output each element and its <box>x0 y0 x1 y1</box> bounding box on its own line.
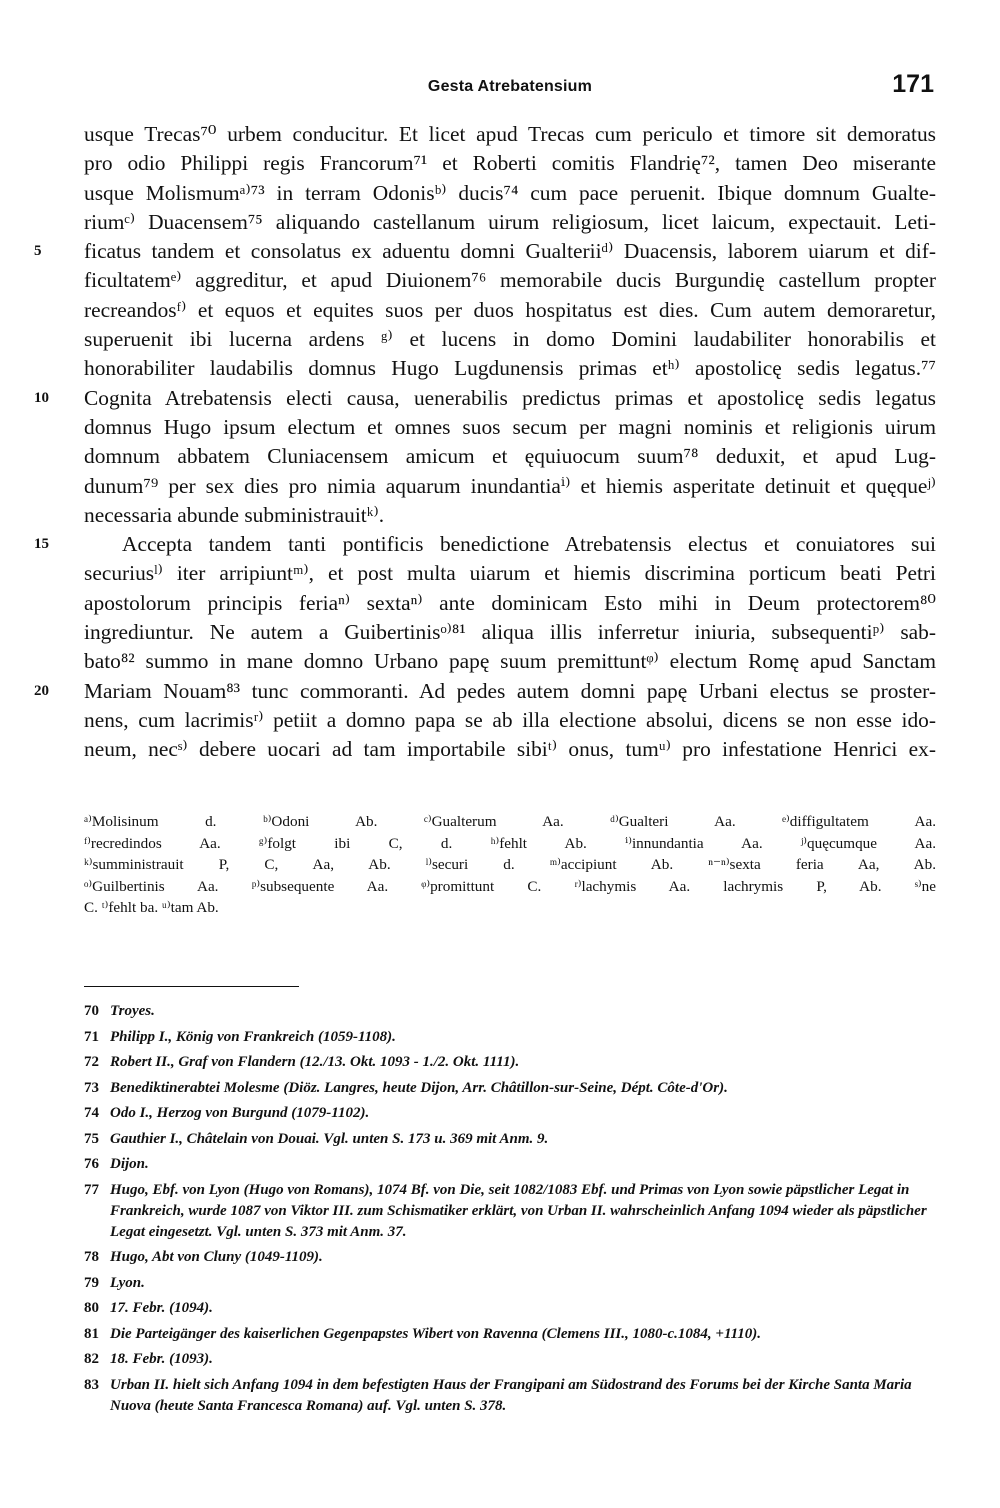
footnote <box>84 1103 936 1124</box>
line-text: necessaria abunde subministrauitᵏ⁾. <box>84 502 385 527</box>
line-number: 5 <box>34 243 42 260</box>
footnote-number: 75 <box>84 1130 99 1147</box>
line-text: nens, cum lacrimisʳ⁾ petiit a domno papa se ab illa electione absolui, dicens se non esse ido- <box>84 707 936 732</box>
footnote-text: 18. Febr. (1093). <box>110 1351 213 1368</box>
footnote-text: Urban II. hielt sich Anfang 1094 in dem befestigten Haus der Frangipani am Südostrand des Forums bei der Kirche Santa Maria Nuova (heute Santa Francesca Romana) auf. Vgl. unten S. 378. <box>110 1376 912 1415</box>
footnote <box>84 1298 936 1319</box>
footnote-text: 17. Febr. (1094). <box>110 1300 213 1317</box>
footnote <box>84 1324 936 1345</box>
text-line <box>84 472 936 501</box>
footnote-number: 76 <box>84 1156 99 1172</box>
line-text: superuenit ibi lucerna ardens ᵍ⁾ et lucens in domo Domini laudabiliter honorabilis et <box>84 327 936 352</box>
line-text: bato⁸² summo in mane domno Urbano papę suum premittuntᵠ⁾ electum Romę apud Sanctam <box>84 649 936 674</box>
footnote-number: 83 <box>84 1376 99 1393</box>
text-line <box>84 149 936 178</box>
footnote <box>84 1027 936 1048</box>
text-line <box>84 618 936 647</box>
text-line <box>84 706 936 735</box>
apparatus-line: ᶠ⁾recredindos Aa. ᵍ⁾folgt ibi C, d. ʰ⁾fehlt Ab. ⁱ⁾innundantia Aa. ʲ⁾quęcumque Aa. <box>84 834 936 852</box>
text-line <box>84 354 936 383</box>
footnote <box>84 1001 936 1022</box>
text-line <box>84 559 936 588</box>
main-text <box>34 120 936 765</box>
footnotes <box>84 1001 936 1422</box>
text-line <box>84 501 936 530</box>
text-line <box>84 325 936 354</box>
footnote <box>84 1375 936 1417</box>
line-text: dunum⁷⁹ per sex dies pro nimia aquarum inundantiaⁱ⁾ et hiemis asperitate detinuit et quęqueʲ⁾ <box>84 473 936 498</box>
line-text: Accepta tandem tanti pontificis benedictione Atrebatensis electus et conuiatores sui <box>122 532 936 557</box>
text-line <box>84 647 936 676</box>
footnote-number: 82 <box>84 1351 99 1368</box>
footnote-number: 74 <box>84 1105 99 1121</box>
line-text: riumᶜ⁾ Duacensem⁷⁵ aliquando castellanum uirum religiosum, licet laicum, expectauit. Leti- <box>84 209 936 234</box>
footnote-text: Gauthier I., Châtelain von Douai. Vgl. unten S. 173 u. 369 mit Anm. 9. <box>110 1130 549 1147</box>
line-text: apostolorum principis feriaⁿ⁾ sextaⁿ⁾ ante dominicam Esto mihi in Deum protectorem⁸⁰ <box>84 590 936 615</box>
line-text: neum, necˢ⁾ debere uocari ad tam importabile sibiᵗ⁾ onus, tumᵘ⁾ pro infestatione Henrici ex- <box>84 737 936 762</box>
text-line <box>84 179 936 208</box>
footnote-text: Hugo, Abt von Cluny (1049-1109). <box>110 1249 323 1266</box>
line-text: ficatus tandem et consolatus ex aduentu domni Gualteriiᵈ⁾ Duacensis, laborem uiarum et dif- <box>84 239 936 264</box>
footnote-text: Hugo, Ebf. von Lyon (Hugo von Romans), 1074 Bf. von Die, seit 1082/1083 Ebf. und Primas von Lyon sowie päpstlicher Legat in Frankreich, wurde 1087 von Viktor III. zum Schismatiker erklärt, von Urban II. wahrscheinlich Anfang 1094 wieder als päpstlicher Legat eingesetzt. Vgl. unten S. 373 mit Anm. 37. <box>110 1181 927 1240</box>
text-line <box>84 413 936 442</box>
footnote <box>84 1180 936 1244</box>
footnote <box>84 1154 936 1175</box>
apparatus-line: C. ᵗ⁾fehlt ba. ᵘ⁾tam Ab. <box>84 899 219 917</box>
footnote <box>84 1052 936 1073</box>
footnote <box>84 1247 936 1268</box>
footnote-text: Die Parteigänger des kaiserlichen Gegenpapstes Wibert von Ravenna (Clemens III., 1080-c.1084, +1110). <box>110 1325 762 1342</box>
footnote-number: 81 <box>84 1325 99 1342</box>
text-line <box>84 120 936 149</box>
footnote-text: Odo I., Herzog von Burgund (1079-1102). <box>110 1105 370 1121</box>
line-text: recreandosᶠ⁾ et equos et equites suos per duos hospitatus est dies. Cum autem demoraretur, <box>84 297 936 322</box>
footnote <box>84 1078 936 1099</box>
line-text: ingrediuntur. Ne autem a Guibertinisᵒ⁾⁸¹ aliqua illis inferretur iniuria, subsequentiᵖ⁾ sab- <box>84 620 936 645</box>
page-header <box>84 68 936 102</box>
text-line <box>84 266 936 295</box>
line-text: domnum abbatem Cluniacensem amicum et ęquiuocum suum⁷⁸ deduxit, et apud Lug- <box>84 444 936 469</box>
footnote-number: 70 <box>84 1003 99 1019</box>
line-text: pro odio Philippi regis Francorum⁷¹ et Roberti comitis Flandrię⁷², tamen Deo miserante <box>84 151 936 176</box>
text-line <box>34 384 936 413</box>
text-line <box>34 237 936 266</box>
line-text: usque Molismumᵃ⁾⁷³ in terram Odonisᵇ⁾ ducis⁷⁴ cum pace peruenit. Ibique domnum Gualte- <box>84 180 936 205</box>
line-text: honorabiliter laudabilis domnus Hugo Lugdunensis primas etʰ⁾ apostolicę sedis legatus.⁷⁷ <box>84 356 936 381</box>
footnote-text: Benediktinerabtei Molesme (Diöz. Langres, heute Dijon, Arr. Châtillon-sur-Seine, Dépt. Côte-d'Or). <box>110 1079 728 1096</box>
text-line <box>84 208 936 237</box>
footnote-number: 80 <box>84 1300 99 1317</box>
running-title: Gesta Atrebatensium <box>427 78 593 95</box>
text-line <box>84 296 936 325</box>
footnote-number: 77 <box>84 1181 99 1198</box>
footnote-text: Philipp I., König von Frankreich (1059-1108). <box>110 1028 396 1045</box>
text-line <box>84 735 936 764</box>
footnote-text: Troyes. <box>110 1003 155 1019</box>
footnote-number: 79 <box>84 1274 99 1291</box>
footnote-number: 73 <box>84 1079 99 1096</box>
text-line <box>34 677 936 706</box>
line-text: Mariam Nouam⁸³ tunc commoranti. Ad pedes autem domni papę Urbani electus se proster- <box>84 678 936 703</box>
footnote-number: 78 <box>84 1249 99 1266</box>
apparatus-line: ᵒ⁾Guilbertinis Aa. ᵖ⁾subsequente Aa. ᵠ⁾promittunt C. ʳ⁾lachymis Aa. lachrymis P, Ab. ˢ⁾ne <box>84 877 936 895</box>
footnote-text: Dijon. <box>110 1156 149 1172</box>
apparatus-line: ᵃ⁾Molisinum d. ᵇ⁾Odoni Ab. ᶜ⁾Gualterum Aa. ᵈ⁾Gualteri Aa. ᵉ⁾diffigultatem Aa. <box>84 813 936 830</box>
line-text: domnus Hugo ipsum electum et omnes suos secum per magni nominis et religionis uirum <box>84 414 936 439</box>
line-text: ficultatemᵉ⁾ aggreditur, et apud Diuionem⁷⁶ memorabile ducis Burgundię castellum propter <box>84 268 936 293</box>
footnote-divider <box>84 986 299 987</box>
text-line <box>84 442 936 471</box>
line-text: securiusˡ⁾ iter arripiuntᵐ⁾, et post multa uiarum et hiemis discrimina porticum beati Petri <box>84 561 936 586</box>
footnote-number: 72 <box>84 1054 99 1070</box>
footnote-text: Robert II., Graf von Flandern (12./13. Okt. 1093 - 1./2. Okt. 1111). <box>110 1054 520 1070</box>
footnote <box>84 1129 936 1150</box>
line-number: 10 <box>34 389 49 406</box>
apparatus-line: ᵏ⁾sumministrauit P, C, Aa, Ab. ˡ⁾securi d. ᵐ⁾accipiunt Ab. ⁿ⁻ⁿ⁾sexta feria Aa, Ab. <box>84 856 936 874</box>
text-line <box>34 530 936 559</box>
footnote-text: Lyon. <box>110 1274 145 1291</box>
critical-apparatus <box>84 811 936 919</box>
line-text: Cognita Atrebatensis electi causa, uenerabilis predictus primas et apostolicę sedis legatus <box>84 385 936 410</box>
text-line <box>84 589 936 618</box>
line-number: 15 <box>34 536 49 553</box>
line-text: usque Trecas⁷⁰ urbem conducitur. Et licet apud Trecas cum periculo et timore sit demoratus <box>84 122 936 146</box>
footnote <box>84 1273 936 1294</box>
page-number: 171 <box>892 70 934 98</box>
footnote <box>84 1349 936 1370</box>
line-number: 20 <box>34 682 49 699</box>
footnote-number: 71 <box>84 1028 99 1045</box>
